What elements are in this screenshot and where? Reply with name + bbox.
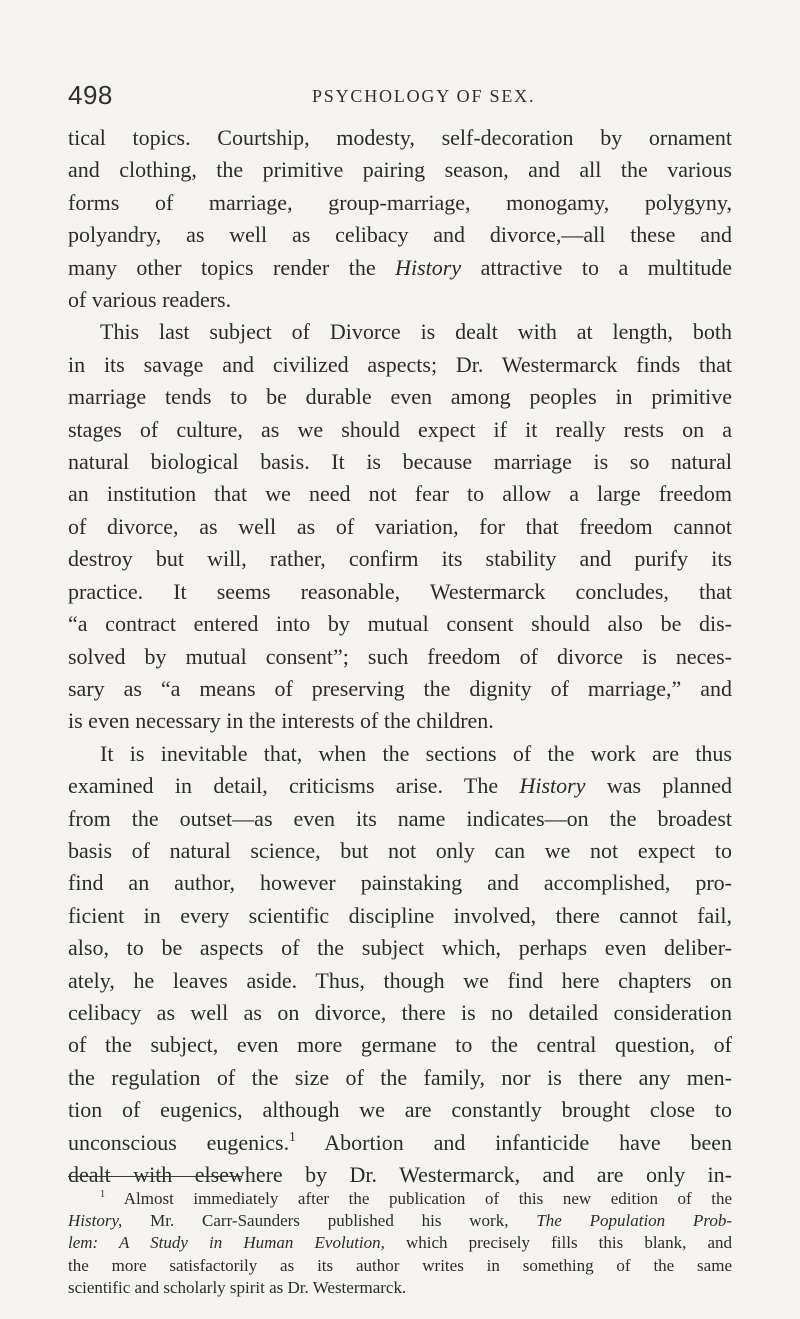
text-line: This last subject of Divorce is dealt with at length, both bbox=[100, 319, 732, 345]
text-line: many other topics render the History attractive to a multitude bbox=[68, 254, 733, 280]
text-line: “a contract entered into by mutual consent should also be dis- bbox=[68, 611, 732, 637]
text-line: practice. It seems reasonable, Westermarck concludes, that bbox=[68, 578, 732, 604]
footnote-divider bbox=[68, 1176, 241, 1177]
running-head bbox=[68, 80, 732, 112]
text-line: lem: A Study in Human Evolution, which precisely fills this blank, and bbox=[68, 1233, 732, 1253]
text-line: sary as “a means of preserving the dignity of marriage,” and bbox=[68, 675, 732, 701]
italic-title: History bbox=[519, 773, 586, 799]
text-line: and clothing, the primitive pairing season, and all the various bbox=[68, 157, 732, 183]
text-line: natural biological basis. It is because marriage is so natural bbox=[68, 449, 732, 475]
text-line: celibacy as well as on divorce, there is no detailed consideration bbox=[68, 999, 732, 1025]
text-line: in its savage and civilized aspects; Dr. Westermarck finds that bbox=[68, 351, 732, 377]
text-line: destroy but will, rather, confirm its stability and purify its bbox=[68, 546, 732, 572]
paragraph-2 bbox=[68, 316, 732, 348]
text-line: tical topics. Courtship, modesty, self-decoration by ornament bbox=[68, 125, 732, 150]
footnotes bbox=[68, 1188, 732, 1299]
text-line: unconscious eugenics.$^1$ Abortion and infanticide have been bbox=[68, 1128, 732, 1155]
italic-title: History bbox=[395, 254, 462, 280]
text-line: $^1$ Almost immediately after the publication of this new edition of the bbox=[100, 1188, 733, 1208]
text-line: the more satisfactorily as its author writes in something of the same bbox=[68, 1255, 732, 1275]
paragraph-3 bbox=[68, 738, 732, 770]
footnote-reference[interactable]: 1 bbox=[289, 1128, 296, 1144]
footnote-1-end bbox=[68, 1277, 732, 1299]
footnote-1 bbox=[68, 1188, 732, 1210]
footnote-marker: 1 bbox=[100, 1188, 106, 1200]
text-line: marriage tends to be durable even among peoples in primitive bbox=[68, 384, 732, 410]
italic-title: History, bbox=[68, 1211, 123, 1231]
body-text bbox=[68, 122, 732, 1191]
text-line: stages of culture, as we should expect if it really rests on a bbox=[68, 416, 732, 442]
italic-title: The Population Prob- bbox=[536, 1211, 733, 1231]
text-line: is even necessary in the interests of the children. bbox=[68, 708, 494, 734]
text-line: from the outset—as even its name indicates—on the broadest bbox=[68, 805, 732, 831]
text-line: an institution that we need not fear to allow a large freedom bbox=[68, 481, 732, 507]
text-line: ately, he leaves aside. Thus, though we find here chapters on bbox=[68, 967, 732, 993]
italic-title: lem: A Study in Human Evolution, bbox=[68, 1233, 385, 1253]
text-line: find an author, however painstaking and accomplished, pro- bbox=[68, 870, 732, 896]
paragraph-2-end bbox=[68, 705, 732, 737]
paragraph-1 bbox=[68, 122, 732, 284]
text-line: of the subject, even more germane to the central question, of bbox=[68, 1032, 732, 1058]
text-line: polyandry, as well as celibacy and divorce,—all these and bbox=[68, 222, 732, 248]
text-line: of divorce, as well as of variation, for that freedom cannot bbox=[68, 513, 732, 539]
text-line: tion of eugenics, although we are constantly brought close to bbox=[68, 1097, 732, 1123]
text-line: It is inevitable that, when the sections of the work are thus bbox=[100, 740, 732, 766]
text-line: scientific and scholarly spirit as Dr. Westermarck. bbox=[68, 1277, 407, 1297]
paragraph-2-body bbox=[68, 349, 732, 705]
text-line: of various readers. bbox=[68, 287, 232, 313]
text-line: ficient in every scientific discipline involved, there cannot fail, bbox=[68, 902, 732, 928]
text-line: basis of natural science, but not only can we not expect to bbox=[68, 837, 732, 863]
text-line: also, to be aspects of the subject which, perhaps even deliber- bbox=[68, 935, 732, 961]
footnote-1-body bbox=[68, 1210, 732, 1277]
text-line: dealt with elsewhere by Dr. Westermarck, and are only in- bbox=[68, 1162, 732, 1187]
text-line: the regulation of the size of the family, nor is there any men- bbox=[68, 1064, 732, 1090]
text-line: examined in detail, criticisms arise. The History was planned bbox=[68, 773, 733, 799]
text-line: History, Mr. Carr-Saunders published his work, The Population Prob- bbox=[68, 1211, 733, 1231]
page-number: 498 bbox=[68, 80, 113, 110]
running-title: PSYCHOLOGY OF SEX. bbox=[312, 86, 536, 106]
text-line: solved by mutual consent”; such freedom of divorce is neces- bbox=[68, 643, 732, 669]
paragraph-3-body bbox=[68, 770, 732, 1191]
paragraph-1-end bbox=[68, 284, 732, 316]
text-line: forms of marriage, group-marriage, monogamy, polygyny, bbox=[68, 189, 732, 215]
